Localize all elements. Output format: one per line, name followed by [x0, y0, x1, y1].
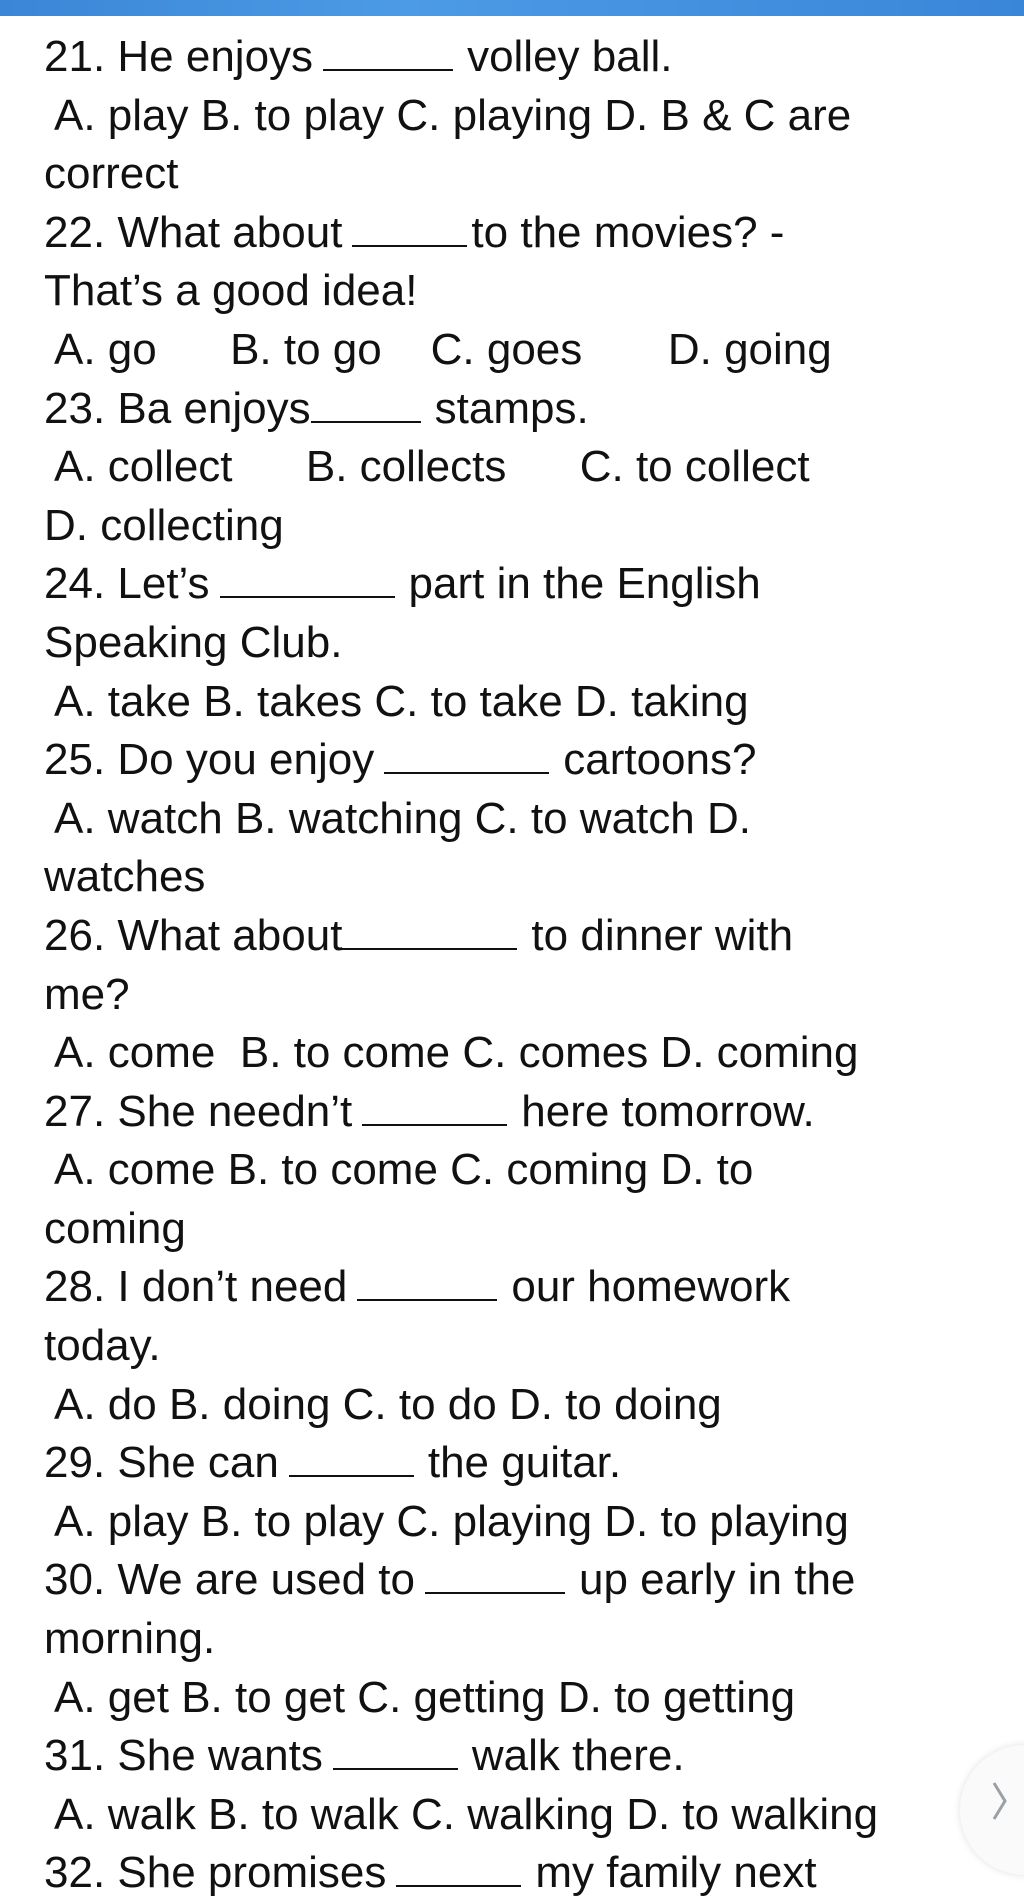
answer-blank: [362, 1090, 507, 1126]
options-22: A. go B. to go C. goes D. going: [54, 324, 832, 374]
answer-blank: [384, 738, 549, 774]
answer-blank: [342, 914, 517, 950]
options-21-cont: correct: [44, 149, 179, 199]
question-22: 22. What about to the movies? -: [44, 207, 785, 257]
question-25: 25. Do you enjoy cartoons?: [44, 735, 757, 785]
options-28: A. do B. doing C. to do D. to doing: [54, 1379, 722, 1429]
options-27: A. come B. to come C. coming D. to: [54, 1145, 754, 1195]
options-23: A. collect B. collects C. to collect: [54, 442, 810, 492]
answer-blank: [352, 211, 467, 247]
question-24-cont: Speaking Club.: [44, 617, 343, 667]
options-25: A. watch B. watching C. to watch D.: [54, 793, 751, 843]
question-31: 31. She wants walk there.: [44, 1731, 685, 1781]
options-23-cont: D. collecting: [44, 500, 284, 550]
question-28: 28. I don’t need our homework: [44, 1262, 791, 1312]
question-30: 30. We are used to up early in the: [44, 1555, 856, 1605]
answer-blank: [396, 1851, 521, 1887]
answer-blank: [323, 35, 453, 71]
answer-blank: [289, 1441, 414, 1477]
question-30-cont: morning.: [44, 1614, 216, 1664]
answer-blank: [333, 1734, 458, 1770]
question-23: 23. Ba enjoys stamps.: [44, 383, 589, 433]
options-29: A. play B. to play C. playing D. to playing: [54, 1496, 849, 1546]
app-header-strip: [0, 0, 1024, 16]
question-28-cont: today.: [44, 1321, 161, 1371]
question-24: 24. Let’s part in the English: [44, 559, 761, 609]
options-27-cont: coming: [44, 1203, 186, 1253]
answer-blank: [311, 387, 421, 423]
options-26: A. come B. to come C. comes D. coming: [54, 1028, 859, 1078]
options-30: A. get B. to get C. getting D. to getting: [54, 1672, 796, 1722]
question-21: 21. He enjoys volley ball.: [44, 32, 673, 81]
options-25-cont: watches: [44, 852, 206, 902]
answer-blank: [425, 1558, 565, 1594]
question-27: 27. She needn’t here tomorrow.: [44, 1086, 815, 1136]
chevron-icon: [992, 1781, 1008, 1821]
question-26: 26. What about to dinner with: [44, 910, 794, 960]
quiz-document: [44, 28, 1004, 1903]
question-32: 32. She promises my family next: [44, 1848, 817, 1898]
options-21: A. play B. to play C. playing D. B & C are: [54, 90, 852, 140]
question-26-cont: me?: [44, 969, 130, 1019]
answer-blank: [220, 562, 395, 598]
question-22-cont: That’s a good idea!: [44, 266, 418, 316]
options-31: A. walk B. to walk C. walking D. to walking: [54, 1789, 879, 1839]
options-24: A. take B. takes C. to take D. taking: [54, 676, 749, 726]
question-29: 29. She can the guitar.: [44, 1438, 622, 1488]
answer-blank: [357, 1265, 497, 1301]
